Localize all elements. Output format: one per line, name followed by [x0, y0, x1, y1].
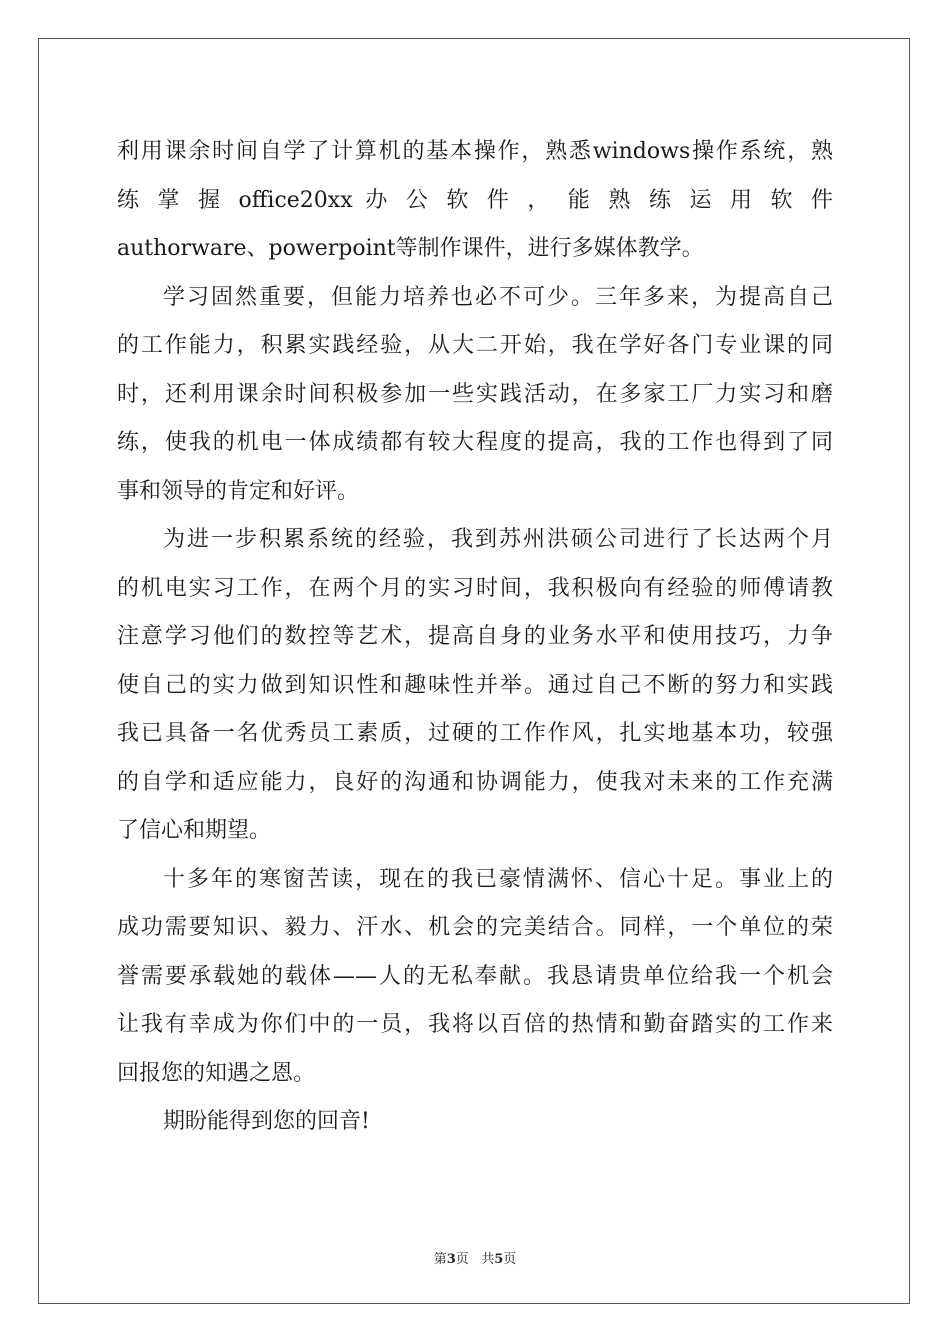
text-line: 时，还利用课余时间积极参加一些实践活动，在多家工厂力实习和磨 [117, 381, 833, 407]
text-line: 练 掌 握 office20xx 办 公 软 件 ， 能 熟 练 运 用 软 件 [117, 187, 833, 213]
text-line: 十多年的寒窗苦读，现在的我已豪情满怀、信心十足。事业上的 [163, 866, 833, 892]
total-pages-number: 5 [494, 1252, 504, 1267]
text-line: 利用课余时间自学了计算机的基本操作，熟悉windows操作系统，熟 [117, 139, 833, 164]
text-line: 为进一步积累系统的经验，我到苏州洪硕公司进行了长达两个月 [163, 527, 833, 552]
text-line: 我已具备一名优秀员工素质，过硬的工作作风，扎实地基本功，较强 [117, 721, 833, 746]
page-footer [0, 1248, 950, 1267]
document-body [117, 128, 833, 1147]
text-line: 练，使我的机电一体成绩都有较大程度的提高，我的工作也得到了同 [117, 430, 833, 455]
text-line: 让我有幸成为你们中的一员，我将以百倍的热情和勤奋踏实的工作来 [117, 1012, 833, 1037]
text-line: 事和领导的肯定和好评。 [117, 478, 360, 504]
text-line: 的自学和适应能力，良好的沟通和协调能力，使我对未来的工作充满 [117, 769, 833, 795]
text-line: 成功需要知识、毅力、汗水、机会的完美结合。同样，一个单位的荣 [117, 915, 833, 940]
current-page-number: 3 [446, 1252, 456, 1267]
footer-page-suffix: 页 [455, 1252, 469, 1267]
text-line: authorware、powerpoint等制作课件，进行多媒体教学。 [117, 236, 704, 261]
text-line: 期盼能得到您的回音! [163, 1109, 370, 1134]
footer-total-prefix: 共 [481, 1252, 495, 1267]
text-line: 的机电实习工作，在两个月的实习时间，我积极向有经验的师傅请教 [117, 575, 833, 601]
text-line: 学习固然重要，但能力培养也必不可少。三年多来，为提高自己 [163, 284, 833, 310]
footer-prefix: 第 [433, 1252, 447, 1267]
footer-total-suffix: 页 [503, 1252, 517, 1267]
text-line: 了信心和期望。 [117, 818, 272, 843]
text-line: 注意学习他们的数控等艺术，提高自身的业务水平和使用技巧，力争 [117, 624, 833, 649]
text-line: 回报您的知遇之恩。 [117, 1060, 316, 1086]
text-line: 使自己的实力做到知识性和趣味性并举。通过自己不断的努力和实践 [117, 672, 833, 698]
text-line: 誉需要承载她的载体——人的无私奉献。我恳请贵单位给我一个机会 [117, 963, 833, 989]
text-line: 的工作能力，积累实践经验，从大二开始，我在学好各门专业课的同 [117, 333, 833, 358]
